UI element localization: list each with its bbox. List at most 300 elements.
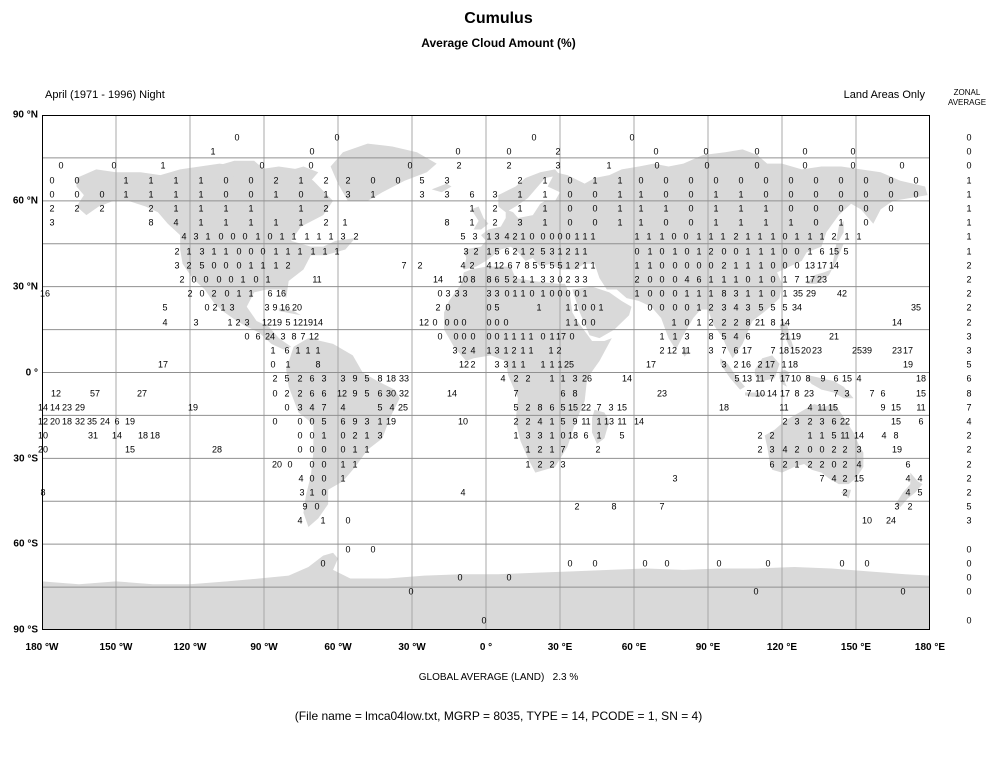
cell-value: 0: [592, 217, 598, 228]
cell-value: 8: [805, 373, 811, 384]
cell-value: 0: [716, 558, 722, 569]
cell-value: 1: [807, 231, 813, 242]
cell-value: 6: [745, 331, 751, 342]
cell-value: 5: [377, 402, 383, 413]
cell-value: 0: [191, 274, 197, 285]
cell-value: 18: [149, 430, 161, 441]
zonal-average-value: 3: [966, 331, 972, 342]
cell-value: 2: [807, 416, 813, 427]
cell-value: 0: [284, 402, 290, 413]
cell-value: 18: [61, 416, 73, 427]
zonal-average-value: 4: [966, 416, 972, 427]
cell-value: 4: [460, 260, 466, 271]
cell-value: 6: [469, 189, 475, 200]
cell-value: 0: [287, 459, 293, 470]
cell-value: 8: [537, 402, 543, 413]
cell-value: 3: [419, 189, 425, 200]
cell-value: 2: [284, 388, 290, 399]
cell-value: 0: [802, 146, 808, 157]
cell-value: 0: [529, 288, 535, 299]
cell-value: 0: [659, 246, 665, 257]
cell-value: 6: [549, 402, 555, 413]
cell-value: 3: [492, 189, 498, 200]
cell-value: 3: [472, 231, 478, 242]
cell-value: 2: [565, 274, 571, 285]
cell-value: 3: [733, 288, 739, 299]
cell-value: 2: [831, 444, 837, 455]
cell-value: 17: [764, 359, 776, 370]
cell-value: 4: [486, 260, 492, 271]
cell-value: 6: [504, 246, 510, 257]
cell-value: 0: [506, 572, 512, 583]
cell-value: 0: [763, 175, 769, 186]
cell-value: 2: [549, 459, 555, 470]
cell-value: 10: [790, 373, 802, 384]
cell-value: 14: [633, 416, 645, 427]
cell-value: 23: [656, 388, 668, 399]
cell-value: 1: [738, 203, 744, 214]
cell-value: 1: [549, 359, 555, 370]
cell-value: 16: [275, 288, 287, 299]
cell-value: 1: [590, 260, 596, 271]
cell-value: 0: [788, 175, 794, 186]
cell-value: 0: [838, 189, 844, 200]
cell-value: 15: [616, 402, 628, 413]
cell-value: 1: [844, 231, 850, 242]
zonal-average-header: [938, 88, 996, 108]
cell-value: 0: [321, 487, 327, 498]
cell-value: 0: [813, 203, 819, 214]
cell-value: 0: [672, 288, 678, 299]
cell-value: 0: [309, 444, 315, 455]
cell-value: 0: [565, 288, 571, 299]
cell-value: 1: [529, 274, 535, 285]
cell-value: 0: [549, 288, 555, 299]
cell-value: 1: [273, 246, 279, 257]
cell-value: 5: [549, 260, 555, 271]
cell-value: 1: [469, 217, 475, 228]
cell-value: 0: [503, 317, 509, 328]
cell-value: 1: [486, 246, 492, 257]
cell-value: 29: [74, 402, 86, 413]
cell-value: 14: [779, 317, 791, 328]
cell-value: 19: [385, 416, 397, 427]
cell-value: 12: [458, 359, 470, 370]
cell-value: 8: [291, 331, 297, 342]
cell-value: 1: [617, 217, 623, 228]
cell-value: 1: [763, 203, 769, 214]
cell-value: 1: [511, 331, 517, 342]
zonal-average-value: 2: [966, 302, 972, 313]
cell-value: 1: [560, 373, 566, 384]
cell-value: 0: [437, 288, 443, 299]
cell-value: 3: [672, 473, 678, 484]
cell-value: 1: [273, 260, 279, 271]
cell-value: 5: [782, 302, 788, 313]
cell-value: 0: [461, 331, 467, 342]
cell-value: 1: [733, 274, 739, 285]
cell-value: 1: [320, 515, 326, 526]
cell-value: 3: [377, 430, 383, 441]
cell-value: 0: [899, 160, 905, 171]
cell-value: 0: [223, 189, 229, 200]
cell-value: 3: [769, 444, 775, 455]
cell-value: 1: [596, 430, 602, 441]
cell-value: 1: [745, 288, 751, 299]
cell-value: 0: [850, 146, 856, 157]
cell-value: 0: [111, 160, 117, 171]
cell-value: 0: [444, 317, 450, 328]
cell-value: 15: [567, 402, 579, 413]
cell-value: 8: [745, 317, 751, 328]
cell-value: 3: [340, 373, 346, 384]
cell-value: 0: [788, 203, 794, 214]
cell-value: 0: [248, 246, 254, 257]
cell-value: 19: [790, 331, 802, 342]
cell-value: 2: [537, 459, 543, 470]
cell-value: 3: [462, 288, 468, 299]
zonal-average-value: 0: [966, 146, 972, 157]
cell-value: 8: [470, 274, 476, 285]
cell-value: 0: [49, 175, 55, 186]
cell-value: 25: [851, 345, 863, 356]
cell-value: 14: [446, 388, 458, 399]
cell-value: 28: [211, 444, 223, 455]
cell-value: 0: [321, 473, 327, 484]
cell-value: 1: [334, 246, 340, 257]
period-label: April (1971 - 1996) Night: [45, 89, 165, 101]
cell-value: 31: [87, 430, 99, 441]
cell-value: 2: [555, 146, 561, 157]
cell-value: 8: [794, 388, 800, 399]
cell-value: 1: [528, 331, 534, 342]
cell-value: 0: [839, 558, 845, 569]
cell-value: 32: [74, 416, 86, 427]
cell-value: 4: [181, 231, 187, 242]
cell-value: 6: [905, 459, 911, 470]
longitude-label: 30 °W: [398, 642, 426, 653]
cell-value: 7: [513, 388, 519, 399]
cell-value: 1: [590, 231, 596, 242]
cell-value: 14: [828, 260, 840, 271]
cell-value: 2: [733, 317, 739, 328]
cell-value: 6: [255, 331, 261, 342]
cell-value: 20: [271, 459, 283, 470]
cell-value: 1: [647, 246, 653, 257]
cell-value: 3: [525, 430, 531, 441]
zonal-average-value: 0: [966, 558, 972, 569]
cell-value: 3: [445, 288, 451, 299]
zonal-average-value: 5: [966, 359, 972, 370]
cell-value: 0: [581, 302, 587, 313]
zonal-average-value: 2: [966, 317, 972, 328]
cell-value: 5: [494, 302, 500, 313]
cell-value: 12: [292, 317, 304, 328]
cell-value: 5: [532, 260, 538, 271]
cell-value: 1: [782, 274, 788, 285]
cell-value: 1: [549, 373, 555, 384]
cell-value: 0: [664, 558, 670, 569]
cell-value: 5: [560, 416, 566, 427]
cell-value: 9: [352, 416, 358, 427]
cell-value: 3: [574, 274, 580, 285]
cell-value: 5: [758, 302, 764, 313]
cell-value: 5: [557, 260, 563, 271]
cell-value: 1: [819, 231, 825, 242]
cell-value: 1: [322, 246, 328, 257]
cell-value: 4: [856, 459, 862, 470]
cell-value: 5: [831, 430, 837, 441]
cell-value: 23: [816, 274, 828, 285]
cell-value: 0: [688, 175, 694, 186]
cell-value: 1: [781, 359, 787, 370]
longitude-label: 30 °E: [547, 642, 573, 653]
cell-value: 8: [444, 217, 450, 228]
cell-value: 1: [173, 175, 179, 186]
cell-value: 27: [136, 388, 148, 399]
cell-value: 0: [560, 430, 566, 441]
cell-value: 1: [265, 274, 271, 285]
cell-value: 2: [511, 345, 517, 356]
cell-value: 0: [770, 274, 776, 285]
cell-value: 1: [511, 359, 517, 370]
cell-value: 2: [782, 459, 788, 470]
cell-value: 5: [843, 246, 849, 257]
cell-value: 3: [244, 317, 250, 328]
cell-value: 6: [833, 373, 839, 384]
longitude-label: 180 °W: [25, 642, 59, 653]
cell-value: 12: [37, 416, 49, 427]
cell-value: 1: [340, 473, 346, 484]
cell-value: 0: [244, 331, 250, 342]
cell-value: 13: [741, 373, 753, 384]
cell-value: 4: [537, 416, 543, 427]
cell-value: 10: [37, 430, 49, 441]
cell-value: 4: [917, 473, 923, 484]
zonal-average-value: 2: [966, 260, 972, 271]
cell-value: 1: [757, 231, 763, 242]
cell-value: 3: [684, 331, 690, 342]
cell-value: 1: [582, 260, 588, 271]
cell-value: 1: [596, 416, 602, 427]
cell-value: 0: [713, 175, 719, 186]
cell-value: 18: [915, 373, 927, 384]
cell-value: 0: [320, 558, 326, 569]
cell-value: 2: [273, 175, 279, 186]
longitude-label: 150 °W: [99, 642, 133, 653]
cell-value: 0: [297, 430, 303, 441]
cell-value: 16: [39, 288, 51, 299]
cell-value: 30: [385, 388, 397, 399]
cell-value: 1: [260, 260, 266, 271]
cell-value: 1: [503, 345, 509, 356]
cell-value: 4: [309, 402, 315, 413]
cell-value: 2: [353, 231, 359, 242]
cell-value: 0: [765, 558, 771, 569]
cell-value: 9: [302, 501, 308, 512]
cell-value: 0: [309, 430, 315, 441]
cell-value: 23: [61, 402, 73, 413]
cell-value: 5: [162, 302, 168, 313]
cell-value: 0: [738, 175, 744, 186]
cell-value: 3: [503, 359, 509, 370]
longitude-label: 60 °W: [324, 642, 352, 653]
zonal-average-value: 6: [966, 373, 972, 384]
cell-value: 12: [418, 317, 430, 328]
cell-value: 3: [494, 288, 500, 299]
cell-value: 1: [297, 246, 303, 257]
cell-value: 5: [494, 246, 500, 257]
cell-value: 3: [582, 274, 588, 285]
cell-value: 3: [721, 302, 727, 313]
cell-value: 2: [285, 260, 291, 271]
cell-value: 6: [309, 388, 315, 399]
cell-value: 3: [444, 175, 450, 186]
cell-value: 3: [454, 288, 460, 299]
cell-value: 2: [272, 373, 278, 384]
cell-value: 0: [813, 217, 819, 228]
cell-value: 1: [295, 345, 301, 356]
latitude-label: 30 °S: [13, 453, 38, 465]
cell-value: 0: [494, 331, 500, 342]
cell-value: 6: [507, 260, 513, 271]
cell-value: 12: [666, 345, 678, 356]
cell-value: 1: [708, 231, 714, 242]
cell-value: 1: [720, 231, 726, 242]
cell-value: 1: [364, 444, 370, 455]
cell-value: 11: [779, 402, 789, 413]
cell-value: 15: [890, 416, 902, 427]
cell-value: 1: [696, 317, 702, 328]
cell-value: 0: [721, 246, 727, 257]
cell-value: 1: [148, 175, 154, 186]
cell-value: 7: [659, 501, 665, 512]
cell-value: 2: [461, 345, 467, 356]
cell-value: 2: [492, 203, 498, 214]
longitude-label: 120 °E: [766, 642, 798, 653]
cell-value: 3: [537, 430, 543, 441]
cell-value: 0: [763, 189, 769, 200]
cell-value: 7: [746, 388, 752, 399]
cell-value: 0: [574, 288, 580, 299]
cell-value: 0: [58, 160, 64, 171]
cell-value: 0: [663, 189, 669, 200]
cell-value: 16: [740, 359, 752, 370]
cell-value: 5: [734, 373, 740, 384]
cell-value: 1: [316, 231, 322, 242]
cell-value: 0: [321, 459, 327, 470]
cell-value: 0: [297, 416, 303, 427]
cell-value: 2: [469, 260, 475, 271]
cell-value: 0: [850, 160, 856, 171]
cell-value: 0: [340, 444, 346, 455]
cell-value: 0: [647, 288, 653, 299]
cell-value: 4: [856, 373, 862, 384]
cell-value: 1: [370, 189, 376, 200]
cell-value: 0: [913, 189, 919, 200]
cell-value: 1: [321, 430, 327, 441]
cell-value: 1: [565, 260, 571, 271]
cell-value: 1: [696, 302, 702, 313]
cell-value: 1: [542, 203, 548, 214]
cell-value: 1: [542, 217, 548, 228]
cell-value: 1: [255, 231, 261, 242]
cell-value: 0: [236, 260, 242, 271]
cell-value: 8: [708, 331, 714, 342]
cell-value: 1: [342, 217, 348, 228]
cell-value: 0: [684, 302, 690, 313]
cell-value: 22: [580, 402, 592, 413]
cell-value: 2: [842, 473, 848, 484]
cell-value: 7: [769, 373, 775, 384]
cell-value: 1: [328, 231, 334, 242]
cell-value: 2: [556, 345, 562, 356]
cell-value: 0: [216, 274, 222, 285]
cell-value: 1: [223, 217, 229, 228]
cell-value: 2: [456, 160, 462, 171]
cell-value: 3: [540, 274, 546, 285]
cell-value: 0: [753, 586, 759, 597]
cell-value: 0: [211, 260, 217, 271]
cell-value: 1: [309, 487, 315, 498]
cell-value: 6: [583, 430, 589, 441]
cell-value: 14: [891, 317, 903, 328]
cell-value: 0: [334, 132, 340, 143]
cell-value: 17: [645, 359, 657, 370]
cell-value: 0: [684, 317, 690, 328]
cell-value: 17: [779, 388, 791, 399]
cell-value: 3: [494, 345, 500, 356]
cell-value: 0: [224, 288, 230, 299]
cell-value: 0: [782, 246, 788, 257]
cell-value: 14: [49, 402, 61, 413]
cell-value: 5: [460, 231, 466, 242]
cell-value: 0: [647, 302, 653, 313]
cell-value: 3: [549, 246, 555, 257]
cell-value: 0: [634, 246, 640, 257]
cell-value: 3: [297, 402, 303, 413]
cell-value: 14: [111, 430, 123, 441]
cell-value: 4: [297, 515, 303, 526]
cell-value: 0: [708, 260, 714, 271]
cell-value: 2: [721, 317, 727, 328]
cell-value: 2: [473, 246, 479, 257]
cell-value: 23: [811, 345, 823, 356]
cell-value: 0: [888, 189, 894, 200]
cell-value: 0: [659, 274, 665, 285]
cell-value: 12: [261, 317, 273, 328]
cell-value: 0: [592, 558, 598, 569]
zonal-average-value: 0: [966, 132, 972, 143]
cell-value: 2: [297, 388, 303, 399]
cell-value: 2: [907, 501, 913, 512]
cell-value: 1: [696, 231, 702, 242]
cell-value: 2: [186, 260, 192, 271]
cell-value: 0: [314, 501, 320, 512]
cell-value: 5: [770, 302, 776, 313]
cell-value: 0: [888, 203, 894, 214]
cell-value: 5: [419, 175, 425, 186]
cell-value: 0: [74, 189, 80, 200]
cell-value: 0: [557, 288, 563, 299]
cell-value: 1: [758, 288, 764, 299]
cell-value: 1: [520, 274, 526, 285]
cell-value: 9: [820, 373, 826, 384]
cell-value: 1: [758, 246, 764, 257]
cell-value: 2: [525, 402, 531, 413]
cell-value: 1: [512, 288, 518, 299]
cell-value: 0: [733, 246, 739, 257]
